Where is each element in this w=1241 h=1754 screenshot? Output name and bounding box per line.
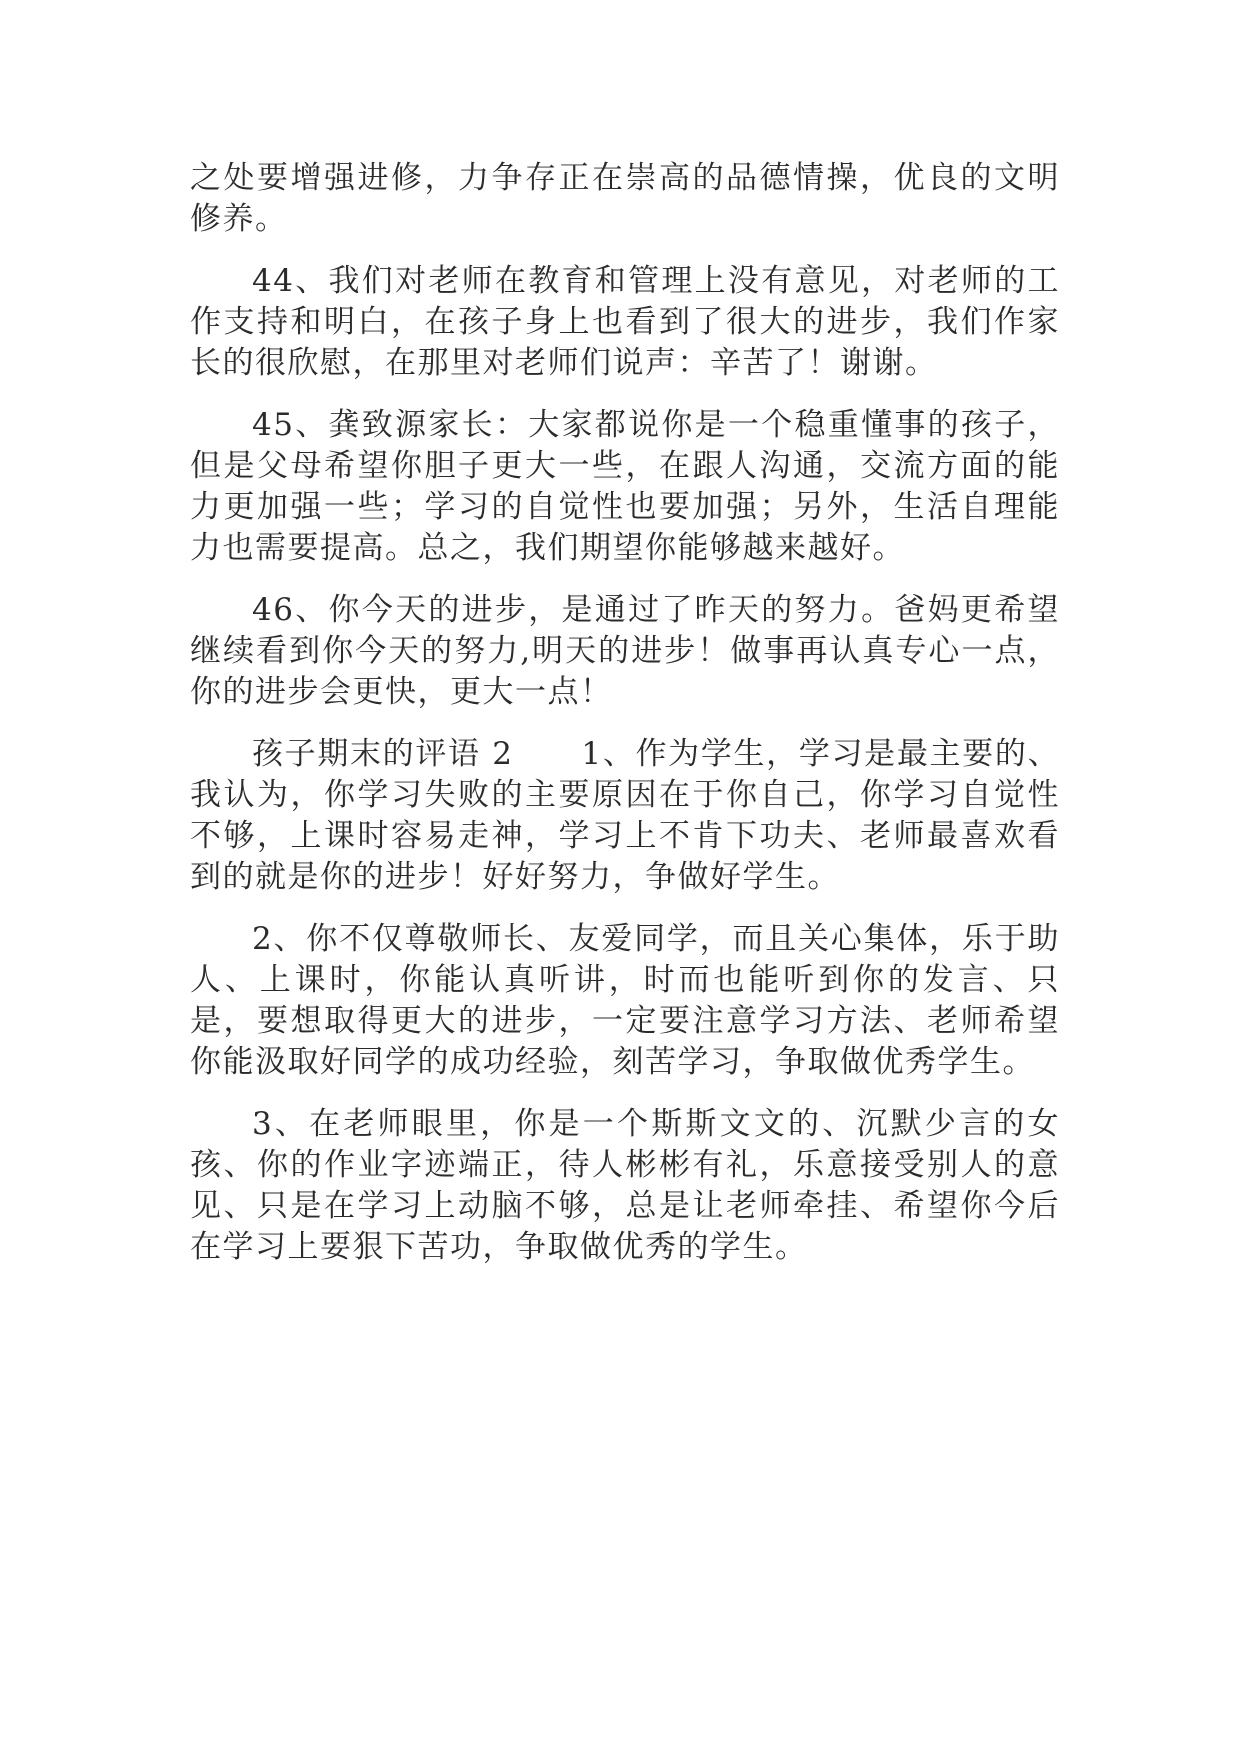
- paragraph-section-1: [190, 734, 1060, 898]
- paragraph-continuation: 之处要增强进修，力争存正在崇高的品德情操，优良的文明修养。: [190, 160, 1060, 237]
- paragraph-2: 2、你不仅尊敬师长、友爱同学，而且关心集体，乐于助人、上课时，你能认真听讲，时而也能听到你的发言、只是，要想取得更大的进步，一定要注意学习方法、老师希望你能汲取好同学的成功经验，刻苦学习，争取做优秀学生。: [190, 921, 1060, 1080]
- paragraph-1-text: 1、作为学生，学习是最主要的、我认为，你学习失败的主要原因在于你自己，你学习自觉性不够，上课时容易走神，学习上不肯下功夫、老师最喜欢看到的就是你的进步！好好努力，争做好学生。: [190, 736, 1060, 895]
- paragraph-44: 44、我们对老师在教育和管理上没有意见，对老师的工作支持和明白，在孩子身上也看到了很大的进步，我们作家长的很欣慰，在那里对老师们说声：辛苦了！谢谢。: [190, 263, 1060, 381]
- paragraph-3: 3、在老师眼里，你是一个斯斯文文的、沉默少言的女孩、你的作业字迹端正，待人彬彬有礼，乐意接受别人的意见、只是在学习上动脑不够，总是让老师牵挂、希望你今后在学习上要狠下苦功，争取做优秀的学生。: [190, 1106, 1060, 1265]
- section-heading: 孩子期末的评语 2: [252, 736, 514, 772]
- paragraph-46: 46、你今天的进步，是通过了昨天的努力。爸妈更希望继续看到你今天的努力,明天的进步！做事再认真专心一点，你的进步会更快，更大一点！: [190, 592, 1060, 710]
- document-body: [190, 158, 1060, 1289]
- paragraph-45: 45、龚致源家长：大家都说你是一个稳重懂事的孩子，但是父母希望你胆子更大一些，在跟人沟通，交流方面的能力更加强一些；学习的自觉性也要加强；另外，生活自理能力也需要提高。总之，我们期望你能够越来越好。: [190, 407, 1060, 566]
